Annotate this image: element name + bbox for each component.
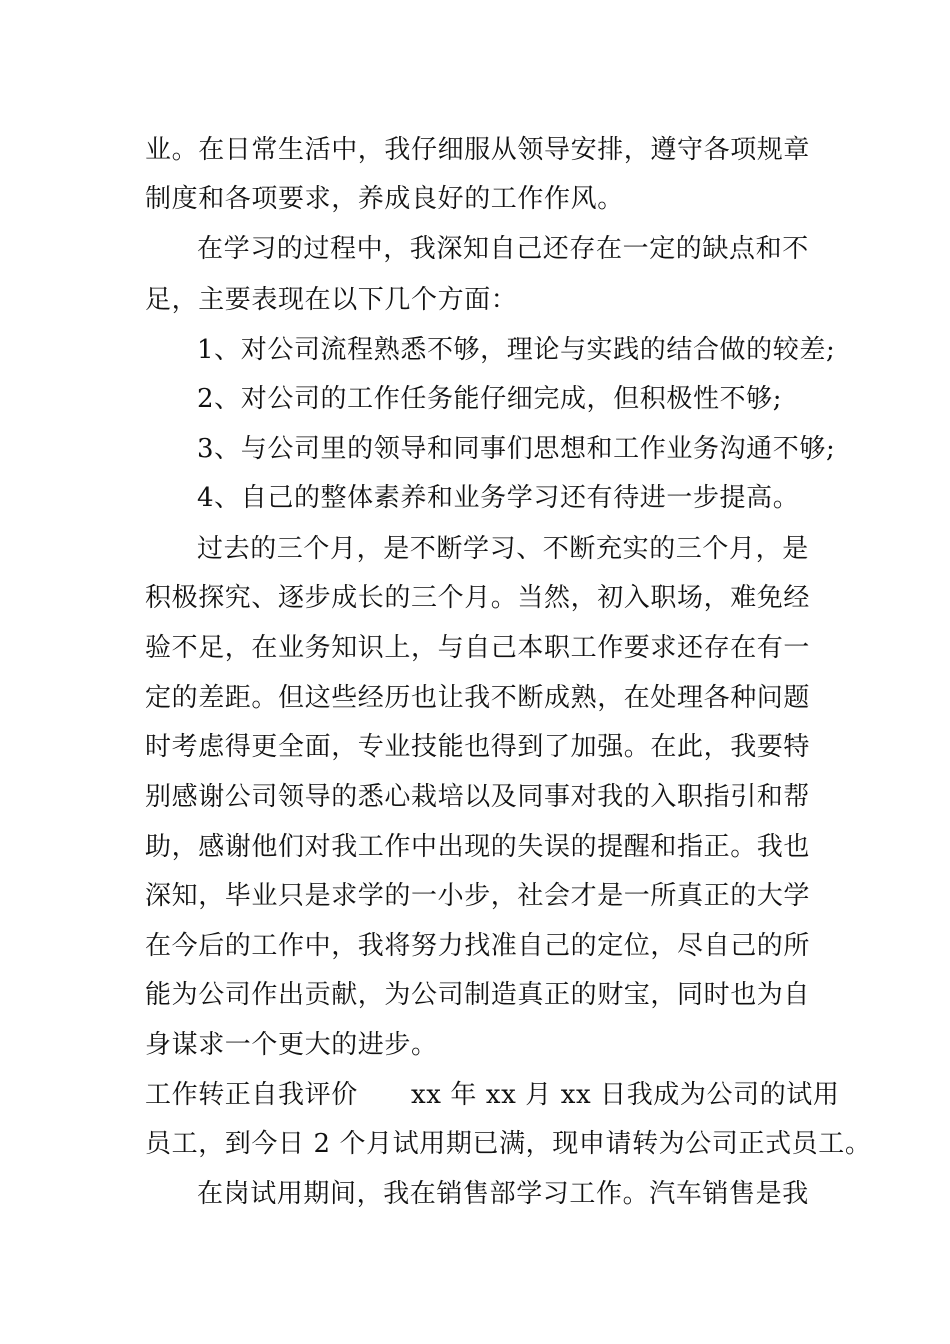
text-line: 在学习的过程中，我深知自己还存在一定的缺点和不 bbox=[197, 234, 809, 264]
text-line: 验不足，在业务知识上，与自己本职工作要求还存在有一 bbox=[145, 633, 811, 663]
text-line: 足，主要表现在以下几个方面： bbox=[145, 285, 518, 315]
list-item: 2、对公司的工作任务能仔细完成，但积极性不够; bbox=[197, 384, 783, 414]
text-line: 深知，毕业只是求学的一小步，社会才是一所真正的大学 bbox=[145, 881, 811, 911]
text-line: 在今后的工作中，我将努力找准自己的定位，尽自己的所 bbox=[145, 931, 811, 961]
section-heading-line: 工作转正自我评价 xx 年 xx 月 xx 日我成为公司的试用 bbox=[145, 1080, 840, 1110]
text-line: 员工，到今日 2 个月试用期已满，现申请转为公司正式员工。 bbox=[145, 1129, 872, 1159]
text-line: 过去的三个月，是不断学习、不断充实的三个月，是 bbox=[197, 534, 809, 564]
text-line: 时考虑得更全面，专业技能也得到了加强。在此，我要特 bbox=[145, 732, 811, 762]
text-line: 制度和各项要求，养成良好的工作作风。 bbox=[145, 184, 624, 214]
list-item: 4、自己的整体素养和业务学习还有待进一步提高。 bbox=[197, 483, 800, 513]
text-line: 能为公司作出贡献，为公司制造真正的财宝，同时也为自 bbox=[145, 980, 811, 1010]
text-line: 在岗试用期间，我在销售部学习工作。汽车销售是我 bbox=[197, 1179, 809, 1209]
text-line: 别感谢公司领导的悉心栽培以及同事对我的入职指引和帮 bbox=[145, 782, 811, 812]
text-line: 业。在日常生活中，我仔细服从领导安排，遵守各项规章 bbox=[145, 135, 811, 165]
list-item: 3、与公司里的领导和同事们思想和工作业务沟通不够; bbox=[197, 434, 836, 464]
text-line: 身谋求一个更大的进步。 bbox=[145, 1030, 438, 1060]
text-line: 定的差距。但这些经历也让我不断成熟，在处理各种问题 bbox=[145, 683, 811, 713]
text-line: 助，感谢他们对我工作中出现的失误的提醒和指正。我也 bbox=[145, 832, 811, 862]
list-item: 1、对公司流程熟悉不够，理论与实践的结合做的较差; bbox=[197, 335, 836, 365]
text-line: 积极探究、逐步成长的三个月。当然，初入职场，难免经 bbox=[145, 583, 811, 613]
